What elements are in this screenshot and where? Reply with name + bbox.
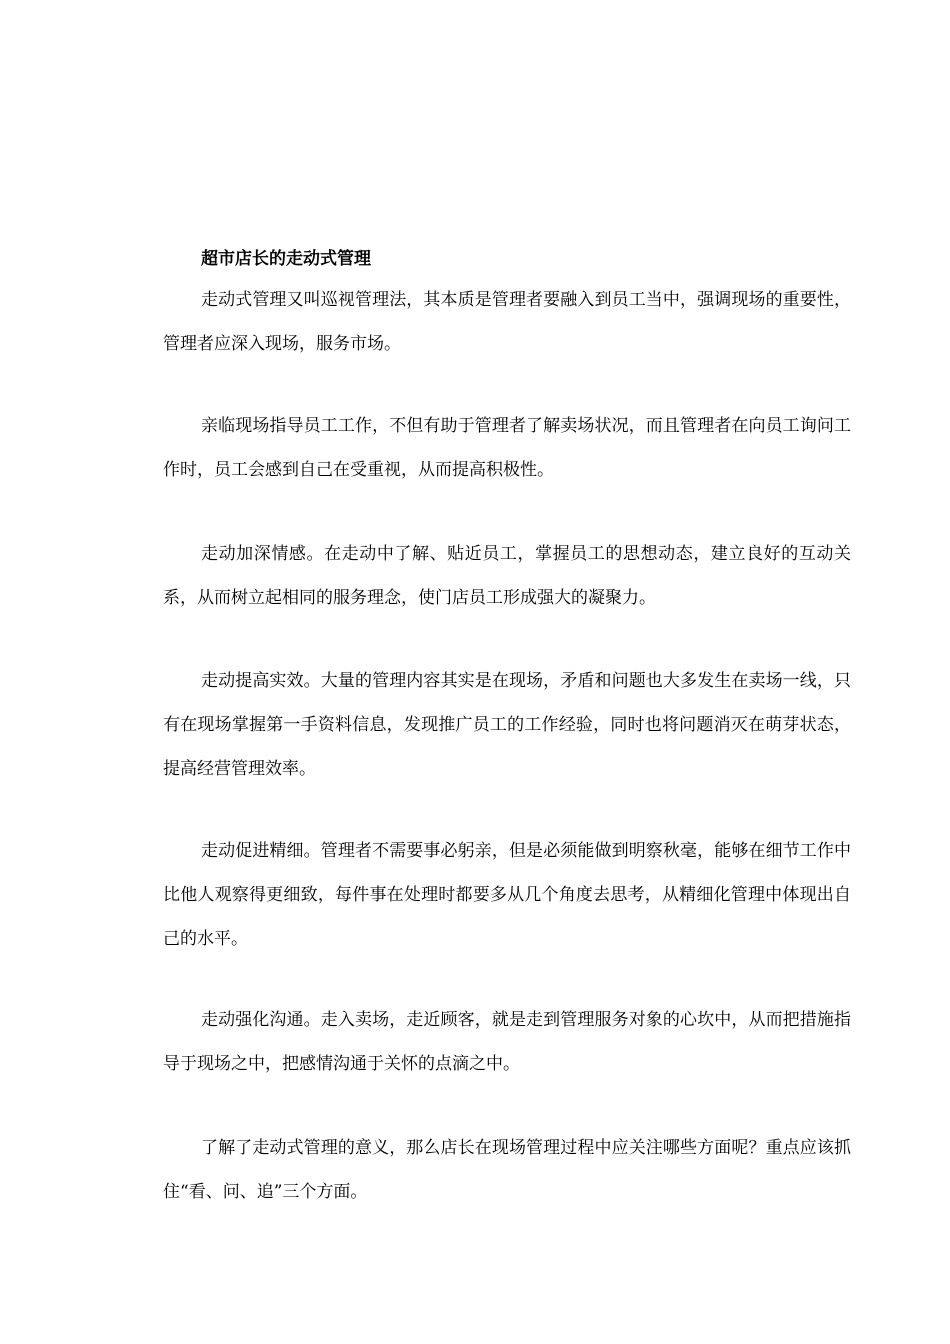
paragraph-on-site-guidance: 亲临现场指导员工工作，不但有助于管理者了解卖场状况，而且管理者在向员工询问工作时，员工会感到自己在受重视，从而提高积极性。 — [163, 416, 851, 480]
paragraph-improve-efficiency: 走动提高实效。大量的管理内容其实是在现场，矛盾和问题也大多发生在卖场一线，只有在现场掌握第一手资料信息，发现推广员工的工作经验，同时也将问题消灭在萌芽状态，提高经营管理效率。 — [163, 671, 851, 779]
paragraph-intro: 走动式管理又叫巡视管理法，其本质是管理者要融入到员工当中，强调现场的重要性，管理者应深入现场，服务市场。 — [163, 290, 851, 354]
paragraph-strengthen-communication: 走动强化沟通。走入卖场，走近顾客，就是走到管理服务对象的心坎中，从而把措施指导于现场之中，把感情沟通于关怀的点滴之中。 — [163, 1010, 851, 1074]
paragraph-promote-refinement: 走动促进精细。管理者不需要事必躬亲，但是必须能做到明察秋毫，能够在细节工作中比他人观察得更细致，每件事在处理时都要多从几个角度去思考，从精细化管理中体现出自己的水平。 — [163, 841, 851, 949]
paragraph-deepen-emotion: 走动加深情感。在走动中了解、贴近员工，掌握员工的思想动态，建立良好的互动关系，从而树立起相同的服务理念，使门店员工形成强大的凝聚力。 — [163, 544, 851, 608]
document-title: 超市店长的走动式管理 — [201, 249, 371, 269]
paragraph-key-focus: 了解了走动式管理的意义，那么店长在现场管理过程中应关注哪些方面呢？重点应该抓住“看、问、追”三个方面。 — [163, 1138, 851, 1202]
